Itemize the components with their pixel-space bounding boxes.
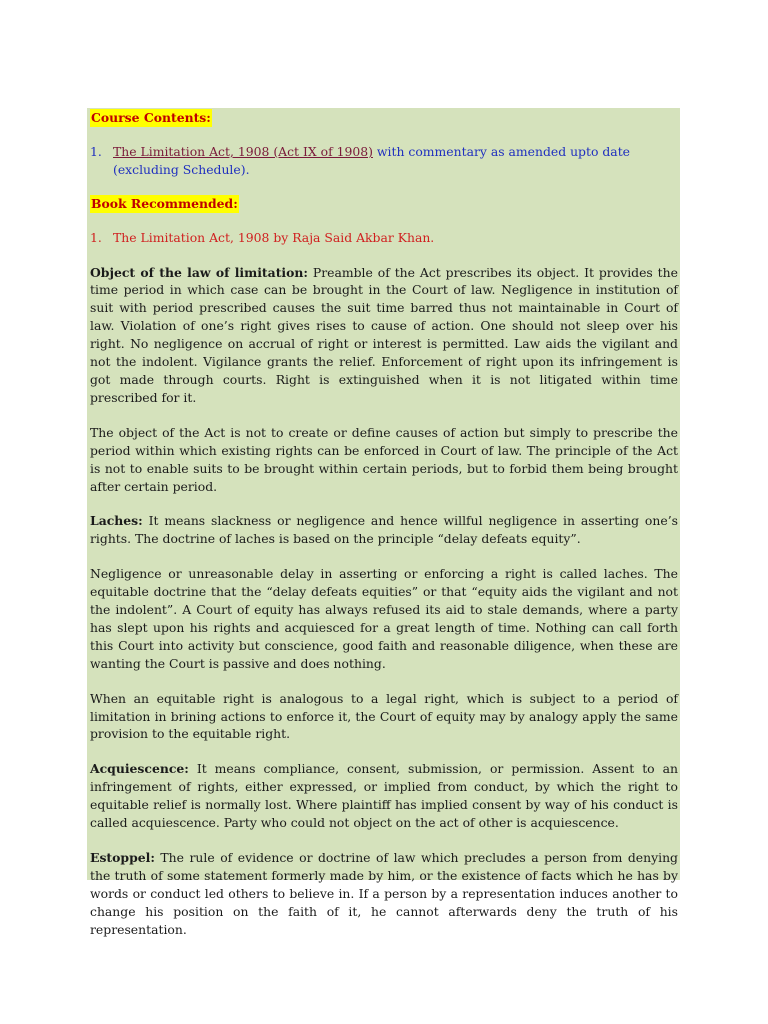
paragraph-text: It means slackness or negligence and hence willful negligence in asserting one’s rights. The doctrine of laches is based on the principle “delay defeats equity”. bbox=[90, 513, 678, 547]
list-item-text bbox=[113, 143, 678, 179]
paragraph-object-of-act bbox=[90, 424, 678, 496]
course-contents-heading: Course Contents: bbox=[91, 110, 211, 125]
paragraph-text: The rule of evidence or doctrine of law which precludes a person from denying the truth of some statement formerly made by him, or the existence of facts which he has by words or conduct led others to believe in. If a person by a representation induces another to change his position on the faith of it, he cannot afterwards deny the truth of his representation. bbox=[90, 850, 678, 937]
book-recommended-heading: Book Recommended: bbox=[91, 195, 238, 211]
list-number: 1. bbox=[90, 229, 102, 245]
paragraph-text: The object of the Act is not to create or define causes of action but simply to prescribe the period within which existing rights can be enforced in Court of law. The principle of the Act is not to enable suits to be brought within certain periods, but to forbid them being brought after certain period. bbox=[90, 424, 678, 494]
paragraph-object-of-law bbox=[90, 264, 678, 407]
paragraph-text: It means compliance, consent, submission, or permission. Assent to an infringement of rights, either expressed, or implied from conduct, by which the right to equitable relief is normally lost. Where plaintiff has implied consent by way of his conduct is called acquiescence. Party who could not object on the act of other is acquiescence. bbox=[90, 761, 678, 831]
paragraph-laches bbox=[90, 512, 678, 548]
paragraph-equitable-right bbox=[90, 690, 678, 744]
list-number: 1. bbox=[90, 143, 102, 159]
paragraph-text: When an equitable right is analogous to a legal right, which is subject to a period of limitation in brining actions to enforce it, the Court of equity may by analogy apply the same provision to the equitable right. bbox=[90, 690, 678, 742]
term-label: Laches: bbox=[90, 513, 143, 529]
document-content bbox=[87, 108, 680, 937]
paragraph-text: Preamble of the Act prescribes its object. It provides the time period in which case can be brought in the Court of law. Negligence in institution of suit with period prescribed causes the suit time barred thus not maintainable in Court of law. Violation of one’s right gives rises to cause of action. One should not sleep over his right. No negligence on accrual of right or interest is permitted. Law aids the vigilant and not the indolent. Vigilance grants the relief. Enforcement of right upon its infringement is got made through courts. Right is extinguished when it is not litigated within time prescribed for it. bbox=[90, 264, 678, 405]
book-recommended-item bbox=[90, 229, 678, 247]
list-item-rest: with commentary as amended upto date (excluding Schedule). bbox=[113, 143, 631, 177]
book-recommended-heading-line bbox=[90, 195, 678, 213]
limitation-act-link[interactable]: The Limitation Act, 1908 (Act IX of 1908) bbox=[113, 143, 373, 159]
term-label: Estoppel: bbox=[90, 850, 155, 865]
course-contents-heading-line bbox=[90, 109, 678, 127]
course-contents-item bbox=[90, 143, 678, 179]
term-label: Object of the law of limitation: bbox=[90, 264, 308, 280]
paragraph-negligence bbox=[90, 565, 678, 672]
paragraph-text: Negligence or unreasonable delay in asserting or enforcing a right is called laches. The equitable doctrine that the “delay defeats equities” or that “equity aids the vigilant and not the indolent”. A Court of equity has always refused its aid to stale demands, where a party has slept upon his rights and acquiesced for a great length of time. Nothing can call forth this Court into activity but conscience, good faith and reasonable diligence, when these are wanting the Court is passive and does nothing. bbox=[90, 566, 678, 671]
book-title: The Limitation Act, 1908 by Raja Said Akbar Khan. bbox=[113, 229, 435, 245]
paragraph-estoppel bbox=[90, 849, 678, 939]
term-label: Acquiescence: bbox=[90, 761, 189, 777]
paragraph-acquiescence bbox=[90, 760, 678, 832]
